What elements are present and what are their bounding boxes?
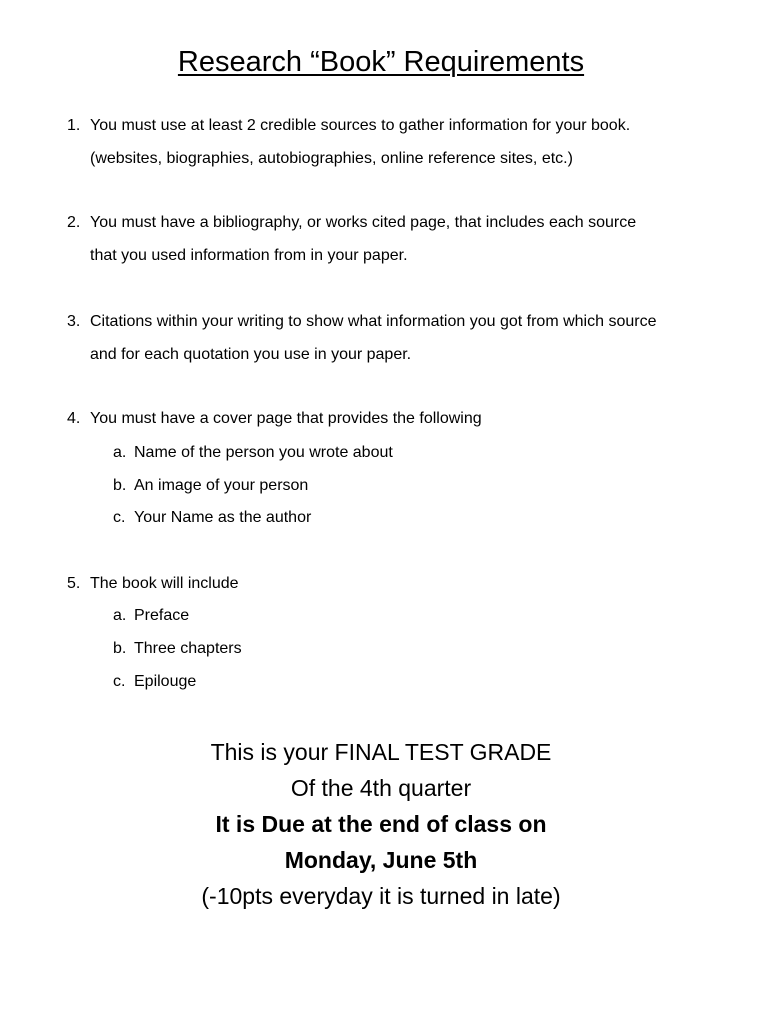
item-3-line-1: Citations within your writing to show what information you got from which source bbox=[90, 313, 657, 330]
item-1-line-1: You must use at least 2 credible sources to gather information for your book. bbox=[90, 117, 631, 134]
item-5-sub-a-letter: a. bbox=[113, 607, 127, 624]
due-notice: It is Due at the end of class on bbox=[215, 811, 547, 837]
item-number-5: 5. bbox=[67, 575, 81, 592]
item-2-line-1: You must have a bibliography, or works cited page, that includes each source bbox=[90, 214, 637, 231]
page-title: Research “Book” Requirements bbox=[177, 46, 585, 78]
item-number-3: 3. bbox=[67, 313, 81, 330]
item-4-line-1: You must have a cover page that provides the following bbox=[90, 410, 482, 427]
item-4-sub-a-text: Name of the person you wrote about bbox=[134, 444, 393, 461]
item-1-line-2: (websites, biographies, autobiographies, online reference sites, etc.) bbox=[90, 150, 573, 167]
item-5-line-1: The book will include bbox=[90, 575, 239, 592]
item-4-sub-c-text: Your Name as the author bbox=[134, 509, 312, 526]
item-5-sub-c-text: Epilouge bbox=[134, 673, 197, 690]
item-4-sub-b-text: An image of your person bbox=[134, 477, 309, 494]
item-2-line-2: that you used information from in your paper. bbox=[90, 247, 408, 264]
item-4-sub-b-letter: b. bbox=[113, 477, 127, 494]
item-number-4: 4. bbox=[67, 410, 81, 427]
item-number-1: 1. bbox=[67, 117, 81, 134]
item-5-sub-c-letter: c. bbox=[113, 673, 126, 690]
item-3-line-2: and for each quotation you use in your paper. bbox=[90, 346, 412, 363]
late-penalty-notice: (-10pts everyday it is turned in late) bbox=[201, 883, 561, 909]
item-4-sub-a-letter: a. bbox=[113, 444, 127, 461]
final-grade-notice: This is your FINAL TEST GRADE bbox=[210, 739, 552, 765]
quarter-notice: Of the 4th quarter bbox=[290, 775, 472, 801]
due-date: Monday, June 5th bbox=[284, 847, 478, 873]
item-5-sub-a-text: Preface bbox=[134, 607, 190, 624]
item-number-2: 2. bbox=[67, 214, 81, 231]
item-5-sub-b-text: Three chapters bbox=[134, 640, 242, 657]
item-4-sub-c-letter: c. bbox=[113, 509, 126, 526]
item-5-sub-b-letter: b. bbox=[113, 640, 127, 657]
